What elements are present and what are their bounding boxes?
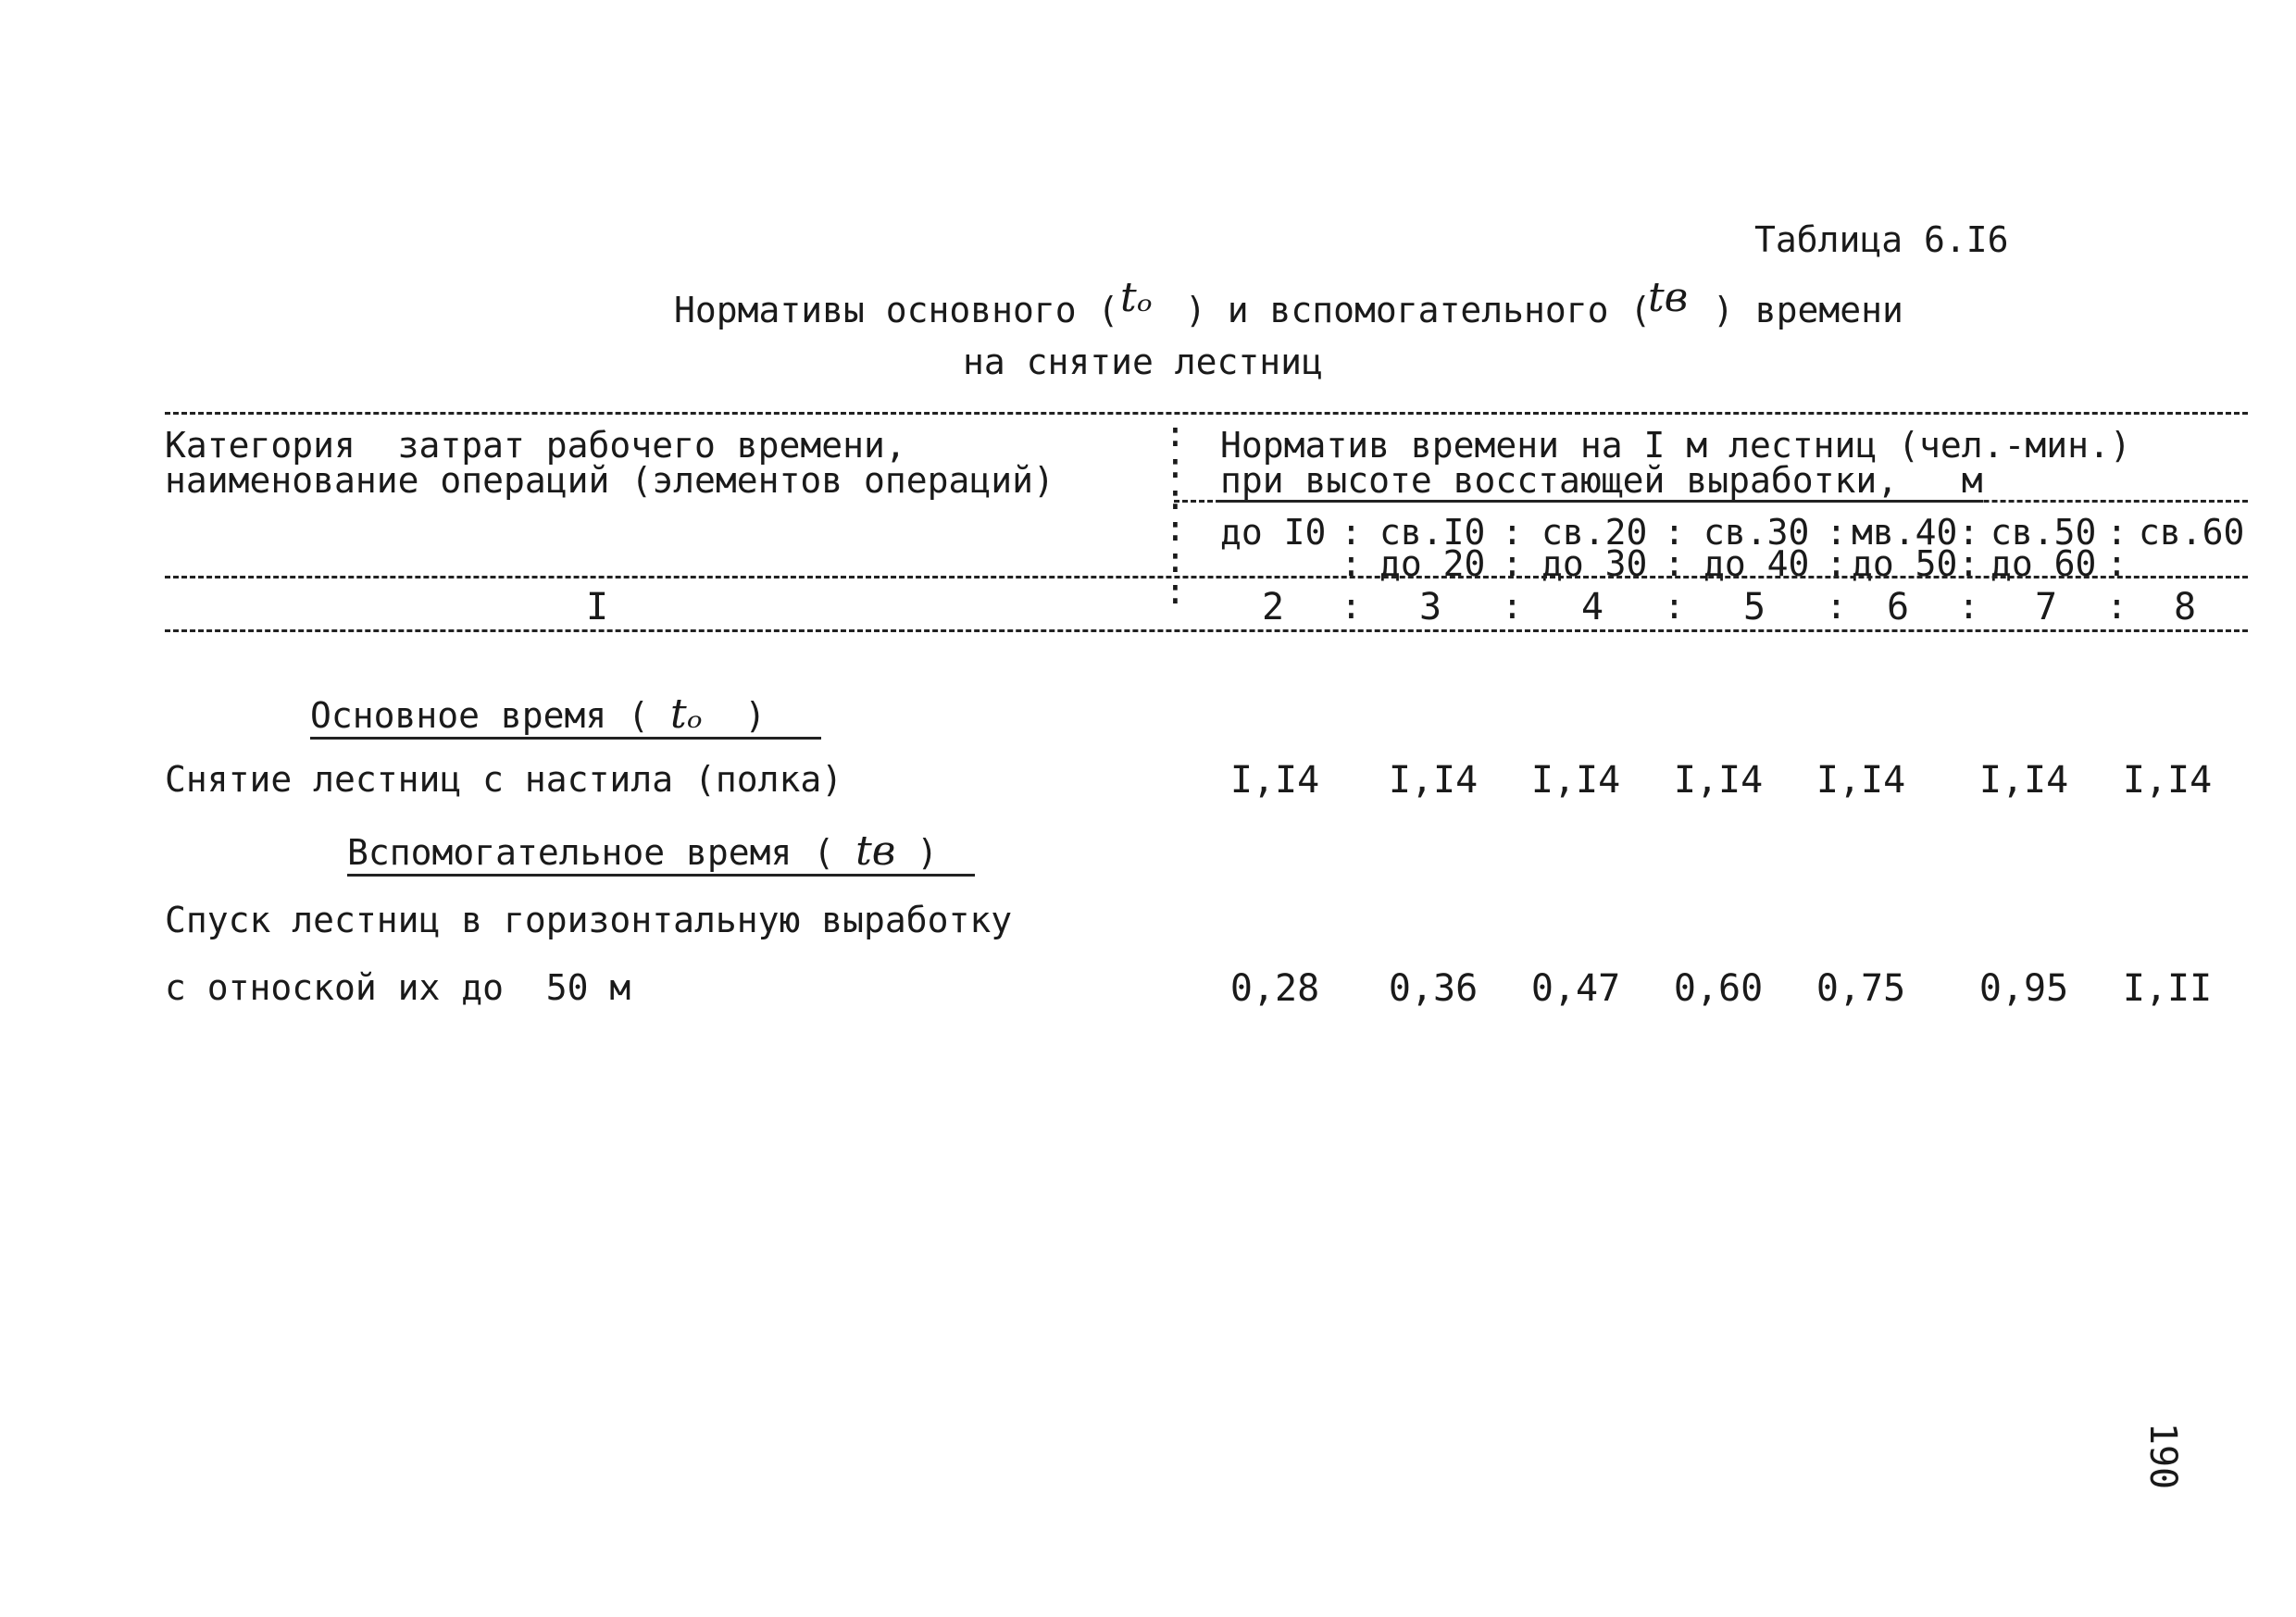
col-num-5: 5 <box>1742 586 1766 628</box>
col-num-6: 6 <box>1886 586 1910 628</box>
header-bottom-rule <box>165 576 2248 578</box>
page-number: 190 <box>2141 1422 2185 1490</box>
header-col1-line2: наименование операций (элементов операций) <box>165 460 1054 501</box>
range-sep-3: : <box>1664 512 1685 553</box>
t-o-heading-icon: tₒ <box>669 690 703 738</box>
col-num-7: 7 <box>2034 586 2058 628</box>
value-cell: I,I4 <box>1816 759 1906 802</box>
range-sep-2b: : <box>1502 543 1523 584</box>
row-label-descent-line2: с отноской их до 50 м <box>165 967 631 1008</box>
col-num-8: 8 <box>2173 586 2197 628</box>
range-sep-5: : <box>1958 512 1979 553</box>
table-header-end-rule <box>165 629 2248 632</box>
section-aux-heading <box>347 827 975 877</box>
range-sep-1b: : <box>1341 543 1362 584</box>
norm-header-line1: Норматив времени на I м лестниц (чел.-мин.) <box>1220 425 2131 466</box>
norm-header-line2: при высоте восстающей выработки, м <box>1220 460 1983 501</box>
value-cell: I,I4 <box>1388 759 1479 802</box>
value-cell: 0,47 <box>1530 967 1621 1010</box>
num-sep-4: : <box>1826 586 1847 627</box>
range-top-6: св.50 <box>1990 512 2097 553</box>
range-sep-6: : <box>2106 512 2128 553</box>
value-cell: I,II <box>2122 967 2213 1010</box>
section-main-heading-text: Основное время ( <box>310 695 650 736</box>
range-sep-4: : <box>1826 512 1847 553</box>
header-col1-line1: Категория затрат рабочего времени, <box>165 425 906 466</box>
value-cell: I,I4 <box>1530 759 1621 802</box>
range-top-5: мв.40 <box>1852 512 1958 553</box>
col1-separator: : : : : : : <box>1165 414 1186 612</box>
range-sep-3b: : <box>1664 543 1685 584</box>
section-main-heading <box>310 690 821 740</box>
value-cell: 0,75 <box>1816 967 1906 1010</box>
range-sep-2: : <box>1502 512 1523 553</box>
value-cell: 0,36 <box>1388 967 1479 1010</box>
norm-header-rule <box>1174 500 2248 503</box>
range-top-2: св.I0 <box>1379 512 1486 553</box>
range-bottom-6: до 60 <box>1990 543 2097 584</box>
value-cell: I,I4 <box>1978 759 2069 802</box>
range-bottom-4: до 40 <box>1703 543 1810 584</box>
title-line2: на снятие лестниц <box>963 342 1323 382</box>
num-sep-6: : <box>2106 586 2128 627</box>
table-top-rule <box>165 412 2248 415</box>
section-main-heading-end: ) <box>744 695 767 736</box>
range-top-1: до I0 <box>1220 512 1327 553</box>
range-top-7: св.60 <box>2139 512 2245 553</box>
t-o-symbol: tₒ <box>1120 274 1153 321</box>
num-sep-1: : <box>1341 586 1362 627</box>
col-num-1: I <box>585 586 609 628</box>
range-sep-1: : <box>1341 512 1362 553</box>
range-bottom-5: до 50 <box>1852 543 1958 584</box>
num-sep-2: : <box>1502 586 1523 627</box>
range-bottom-3: до 30 <box>1541 543 1648 584</box>
title-part3: ) времени <box>1713 290 1903 330</box>
section-aux-heading-end: ) <box>917 832 939 873</box>
col-num-4: 4 <box>1580 586 1604 628</box>
value-cell: 0,60 <box>1673 967 1764 1010</box>
title-part1: Нормативы основного ( <box>674 290 1119 330</box>
range-sep-5b: : <box>1958 543 1979 584</box>
value-cell: 0,95 <box>1978 967 2069 1010</box>
value-cell: I,I4 <box>2122 759 2213 802</box>
range-sep-4b: : <box>1826 543 1847 584</box>
table-label: Таблица 6.I6 <box>1754 219 2009 260</box>
range-top-3: св.20 <box>1541 512 1648 553</box>
num-sep-3: : <box>1664 586 1685 627</box>
section-aux-heading-text: Вспомогательное время ( <box>347 832 835 873</box>
range-bottom-2: до 20 <box>1379 543 1486 584</box>
row-label-removal: Снятие лестниц с настила (полка) <box>165 759 843 800</box>
col-num-3: 3 <box>1418 586 1442 628</box>
num-sep-5: : <box>1958 586 1979 627</box>
value-cell: I,I4 <box>1673 759 1764 802</box>
value-cell: I,I4 <box>1229 759 1320 802</box>
range-top-4: св.30 <box>1703 512 1810 553</box>
range-sep-6b: : <box>2106 543 2128 584</box>
t-v-symbol: tв <box>1648 274 1689 321</box>
title-part2: ) и вспомогательного ( <box>1185 290 1652 330</box>
row-label-descent-line1: Спуск лестниц в горизонтальную выработку <box>165 900 1013 940</box>
col-num-2: 2 <box>1261 586 1285 628</box>
t-v-heading-icon: tв <box>855 827 896 875</box>
value-cell: 0,28 <box>1229 967 1320 1010</box>
